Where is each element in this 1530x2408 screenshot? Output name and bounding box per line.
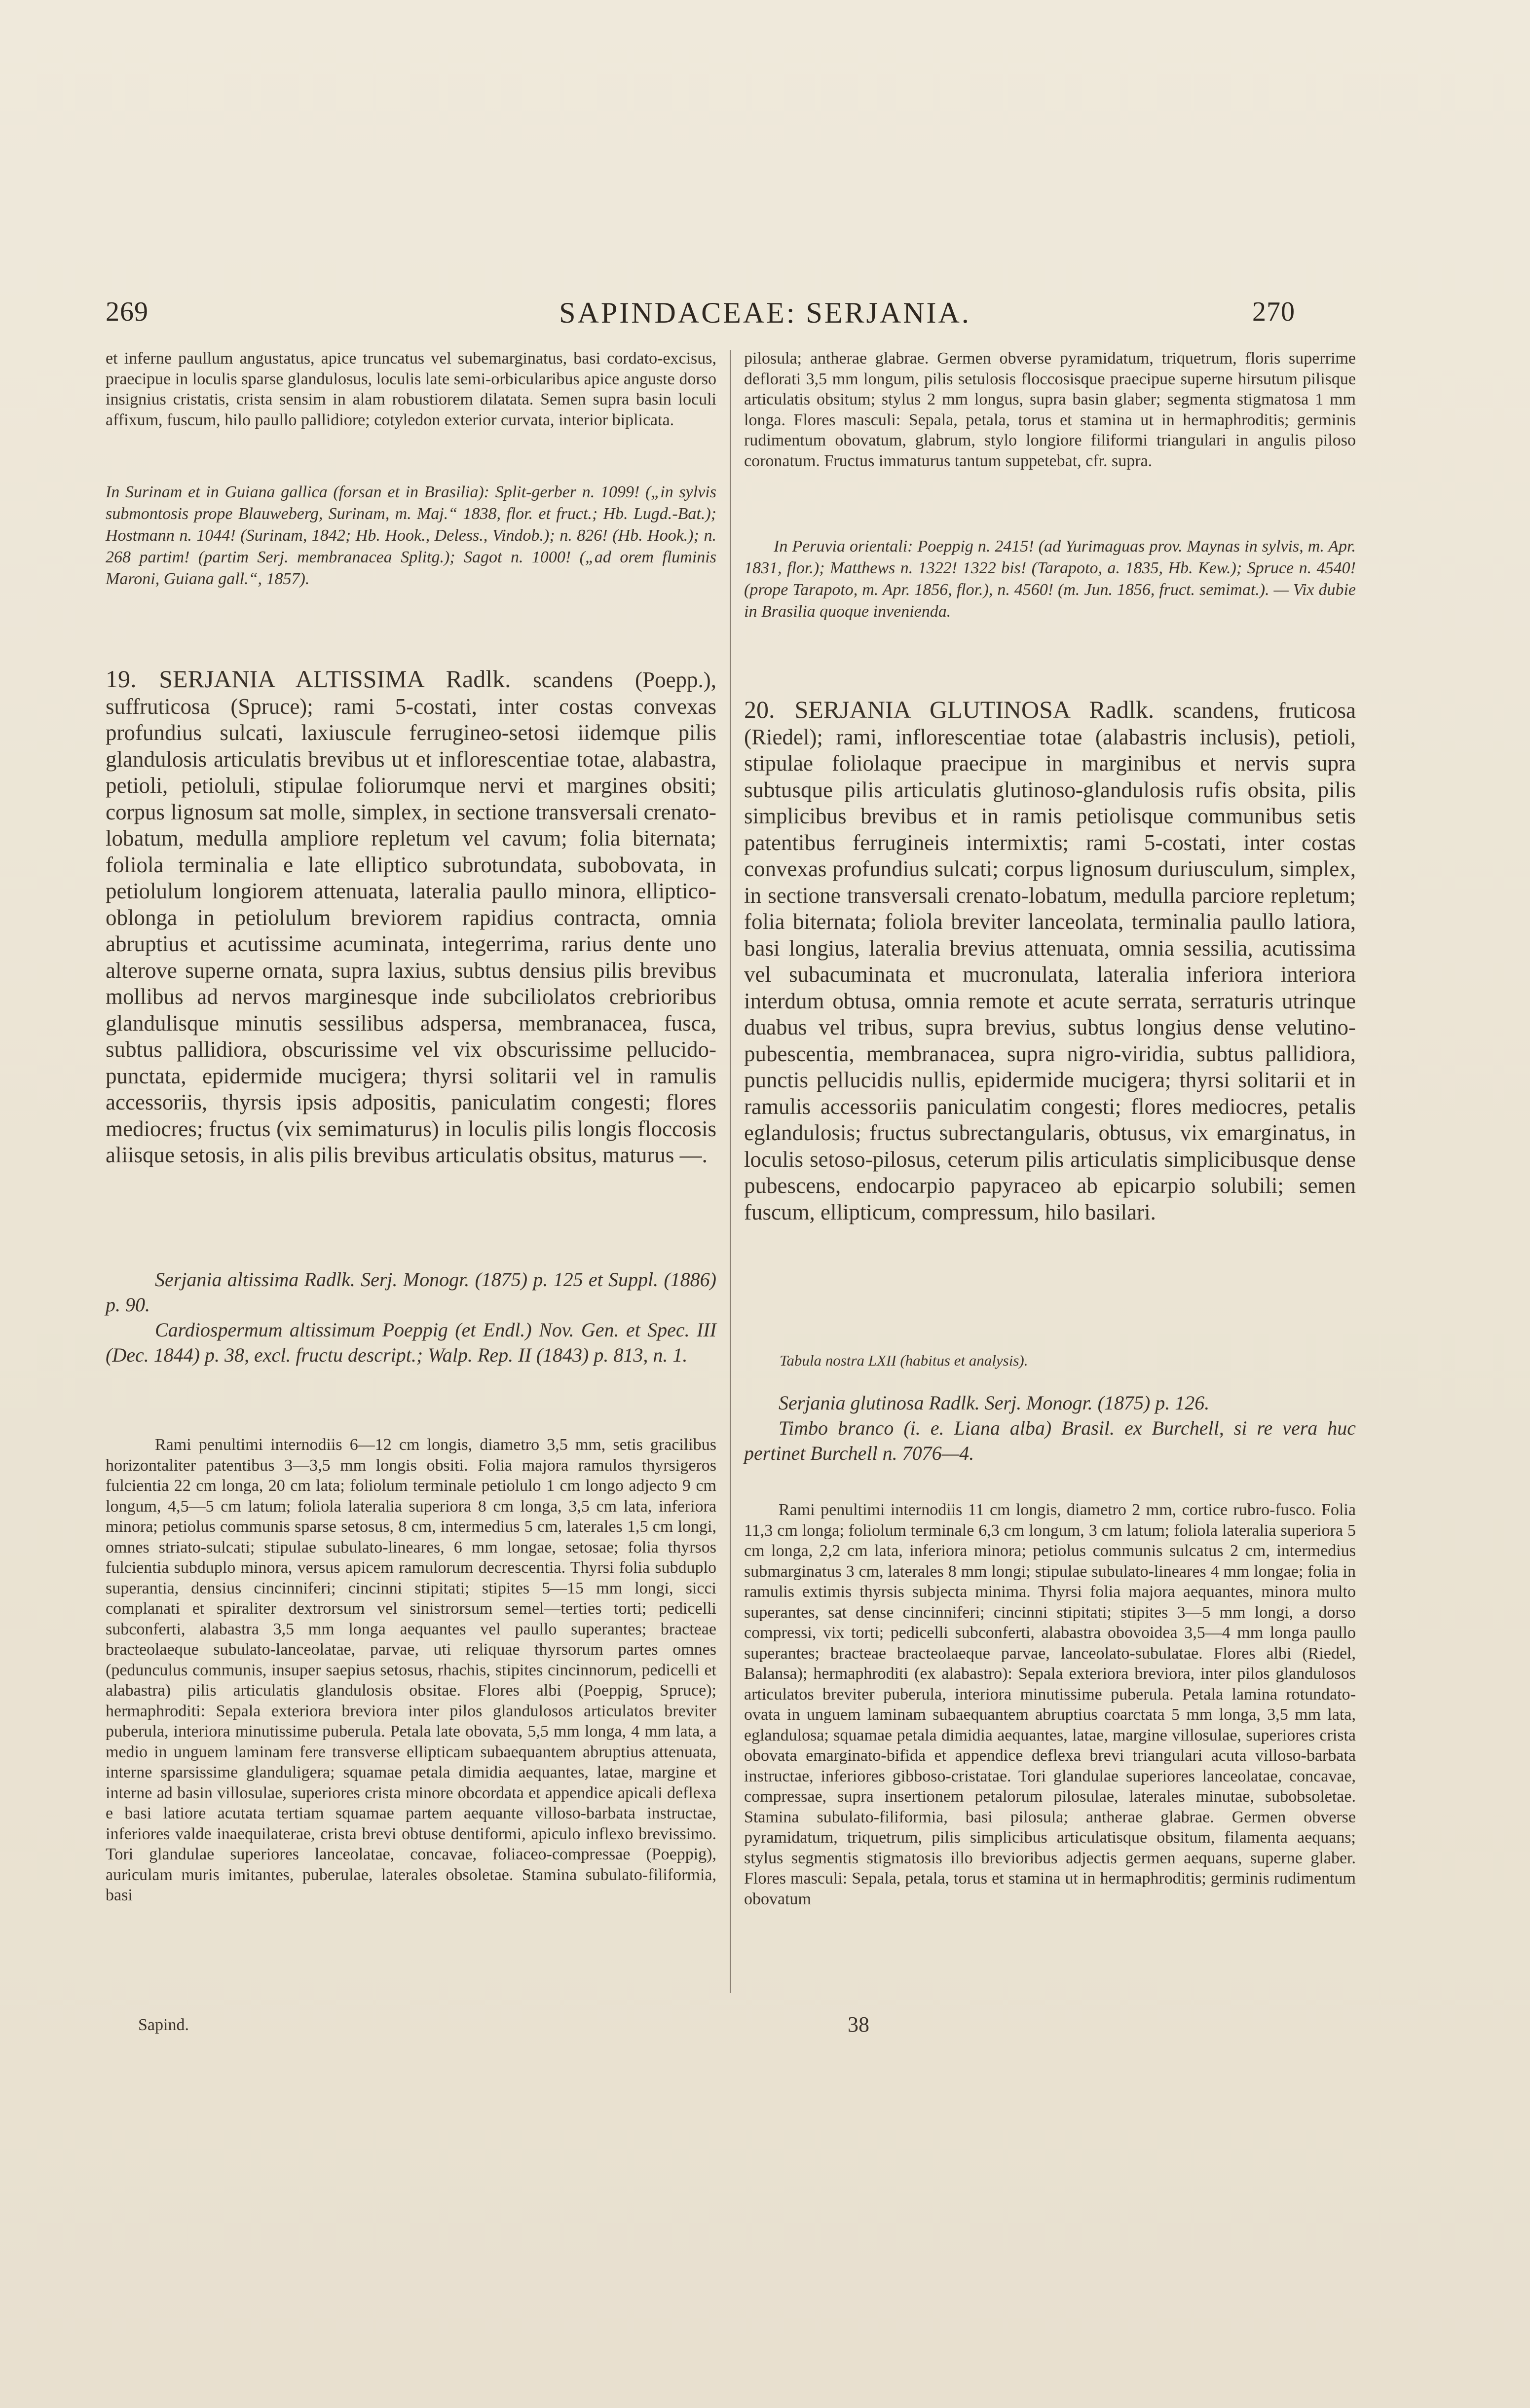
running-title: SAPINDACEAE: SERJANIA. (559, 296, 971, 329)
species-19-details (106, 1435, 716, 1906)
right-intro (744, 348, 1356, 471)
species-20-description: scandens, fruticosa (Riedel); rami, inflorescentiae totae (alabastris inclusis), petioli, stipulae foliolaque praecipue in marginibus et nervis supra subtusque pilis articulatis glutinoso-glandulosis rufis obsita, pilis simplicibus brevibus et in ramis petiolisque communibus setis patentibus ferrugineis intermixtis; rami 5-costati, inter costas convexas profundius sulcati; corpus lignosum duriusculum, simplex, in sectione transversali crenato-lobatum, medulla parciore repletum; folia biternata; foliola breviter lanceolata, terminalia paullo latiora, basi longius, lateralia brevius attenuata, omnia sessilia, acutissima vel subacuminata et mucronulata, lateralia inferiora interiora interdum obtusa, omnia remote et acute serrata, serraturis utrinque duabus vel tribus, supra brevius, subtus longius dense velutino-pubescentia, membranacea, supra nigro-viridia, subtus pallidiora, punctis pellucidis nullis, epidermide mucigera; thyrsi solitarii et in ramulis accessoriis paniculatim congesti; flores mediocres, petalis eglandulosis; fructus subrectangularis, obtusus, vix emarginatus, in loculis setoso-pilosus, ceterum pilis articulatis simplicibusque dense pubescens, endocarpio papyraceo ab epicarpio solubili; semen fuscum, ellipticum, compressum, hilo basilari. (744, 698, 1356, 1224)
left-intro-text: et inferne paullum angustatus, apice truncatus vel subemarginatus, basi cordato-excisus, praecipue in loculis sparse glandulosus, loculis late semi-orbicularibus apice anguste dorso insignius cristatis, crista sensim in alam robustiorem dilatata. Semen supra basin loculi affixum, fuscum, hilo paullo pallidiore; cotyledon exterior curvata, interior biplicata. (106, 349, 716, 429)
species-20-details-text: Rami penultimi internodiis 11 cm longis, diametro 2 mm, cortice rubro-fusco. Folia 11,3 cm longa; foliolum terminale 6,3 cm longum, 3 cm latum; foliola lateralia superiora 5 cm longa, 2,2 cm lata, inferiora minora; petiolus communis sulcatus 2 cm, intermedius submarginatus 3 cm, laterales 8 mm longi; stipulae subulato-lineares 4 mm longae; folia in ramulis extimis thyrsis subjecta minima. Thyrsi folia majora aequantes, minora multo superantes, sat dense cincinniferi; cincinni stipitati; stipites 3—5 mm longi, a dorso compressi, vix torti; pedicelli subconferti, alabastra obovoidea 3,5—4 mm longa paullo superantes; bracteae bracteolaeque parvae, lanceolato-subulatae. Flores albi (Riedel, Balansa); hermaphroditi (ex alabastro): Sepala exteriora breviora, inter pilos glandulosos articulatos breviter puberula, interiora minutissime puberula. Petala lamina rotundato-ovata in unguem laminam subaequantem abruptius coarctata 5 mm longa, 3,5 mm lata, eglandulosa; squamae petala dimidia aequantes, latae, margine villosulae, superiores crista obovata emarginato-bifida et appendice deflexa brevi triangulari acuta villoso-barbata instructae, inferiores gibboso-cristatae. Tori glandulae superiores lanceolatae, concavae, compressae, supra insertionem petalorum pilosulae, laterales minutae, subobsoletae. Stamina subulato-filiformia, basi pilosula; antherae glabrae. Germen obverse pyramidatum, triquetrum, pilis simplicibus articulatisque obsitum, filamenta aequans; stylus segmentis stigmatosis illo brevioribus adjectis germen aequans, superne glaber. Flores masculi: Sepala, petala, torus et stamina ut in hermaphroditis; germinis rudimentum obovatum (744, 1501, 1356, 1908)
left-intro (106, 348, 716, 430)
footer-signature: Sapind. (138, 2016, 189, 2034)
species-19-synonyms (106, 1267, 716, 1368)
species-20-synonyms (744, 1390, 1356, 1466)
species-20-synonym-2: Timbo branco (i. e. Liana alba) Brasil. ex Burchell, si re vera huc pertinet Burchell n. 7076—4. (744, 1417, 1356, 1464)
plate-reference: Tabula nostra LXII (habitus et analysis). (780, 1352, 1028, 1369)
left-citation-text: In Surinam et in Guiana gallica (forsan et in Brasilia): Split-gerber n. 1099! („in sylvis submontosis prope Blauweberg, Surinam, m. Maj.“ 1838, flor. et fruct.; Hb. Lugd.-Bat.); Hostmann n. 1044! (Surinam, 1842; Hb. Hook., Deless., Vindob.); n. 826! (Hb. Hook.); n. 268 partim! (partim Serj. membranacea Splitg.); Sagot n. 1000! („ad orem fluminis Maroni, Guiana gall.“, 1857). (106, 483, 716, 588)
species-20-synonym-1: Serjania glutinosa Radlk. Serj. Monogr. (1875) p. 126. (779, 1392, 1210, 1414)
species-20-details (744, 1500, 1356, 1909)
right-intro-text: pilosula; antherae glabrae. Germen obverse pyramidatum, triquetrum, floris superrime deflorati 3,5 mm longum, pilis setulosis floccosisque praecipue superne hirsutum pilisque articulatis obsitum; stylus 2 mm longus, supra basin glaber; segmenta stigmatosa 1 mm longa. Flores masculi: Sepala, petala, torus et stamina ut in hermaphroditis; germinis rudimentum obovatum, glabrum, stylo longiore filiformi triangulari in angulis piloso coronatum. Fructus immaturus tantum suppetebat, cfr. supra. (744, 349, 1356, 470)
species-20-block (744, 697, 1356, 1225)
species-19-heading: 19. SERJANIA ALTISSIMA Radlk. (106, 665, 511, 693)
page-number-right: 270 (1252, 296, 1295, 327)
species-19-details-text: Rami penultimi internodiis 6—12 cm longis, diametro 3,5 mm, setis gracilibus horizontaliter patentibus 3—3,5 mm longis obsiti. Folia majora ramulos thyrsigeros fulcientia 22 cm longa, 20 cm lata; foliolum terminale petiolulo 1 cm longo adjecto 9 cm longum, 4,5—5 cm latum; foliola lateralia superiora 8 cm longa, 3,5 cm lata, inferiora minora; petiolus communis sparse setosus, 8 cm, intermedius 5 cm, laterales 1,5 cm longi, omnes striato-sulcati; stipulae subulato-lineares, 6 mm longae, setosae; folia thyrsos fulcientia subduplo minora, versus apicem ramulorum decrescentia. Thyrsi folia subduplo superantia, densius cincinniferi; cincinni stipitati; stipites 5—15 mm longi, sicci complanati et spiraliter dextrorsum vel sinistrorsum semel—terties torti; pedicelli subconferti, alabastra 3,5 mm longa aequantes vel paullo superantes; bracteae bracteolaeque subulato-lanceolatae, parvae, uti reliquae thyrsorum partes omnes (pedunculus communis, insuper saepius setosus, rhachis, stipites cincinnorum, pedicelli et alabastra) pilis articulatis glandulosis obsitae. Flores albi (Poeppig, Spruce); hermaphroditi: Sepala exteriora breviora inter pilos glandulosos articulatos breviter puberula, interiora minutissime puberula. Petala late obovata, 5,5 mm longa, 4 mm lata, a medio in unguem laminam fere transverse ellipticam subaequantem abruptius attenuata, interne sparsissime glanduligera; squamae petala dimidia aequantes, latae, margine et interne ad basin villosulae, superiores crista minore obcordata et appendice apicali deflexa e basi latiore acutata tertiam squamae partem aequante villoso-barbata instructae, inferiores valde inaequilaterae, crista brevi obtuse dentiformi, apiculo inflexo brevissimo. Tori glandulae superiores lanceolatae, concavae, foliaceo-compressae (Poeppig), auriculam muris imitantes, puberulae, laterales obsoletae. Stamina subulato-filiformia, basi (106, 1436, 716, 1904)
footer-sheet-number: 38 (848, 2012, 869, 2037)
column-divider (730, 350, 731, 1993)
species-19-block (106, 666, 716, 1169)
left-citation (106, 482, 716, 590)
right-citation-text: In Peruvia orientali: Poeppig n. 2415! (ad Yurimaguas prov. Maynas in sylvis, m. Apr. 1831, flor.); Matthews n. 1322! 1322 bis! (Tarapoto, a. 1835, Hb. Kew.); Spruce n. 4540! (prope Tarapoto, m. Apr. 1856, flor.), n. 4560! (m. Jun. 1856, fruct. semimat.). — Vix dubie in Brasilia quoque invenienda. (744, 537, 1356, 621)
page-number-left: 269 (106, 296, 149, 327)
species-19-synonym-2: Cardiospermum altissimum Poeppig (et Endl.) Nov. Gen. et Spec. III (Dec. 1844) p. 38, excl. fructu descript.; Walp. Rep. II (1843) p. 813, n. 1. (106, 1319, 716, 1366)
species-20-heading: 20. SERJANIA GLUTINOSA Radlk. (744, 696, 1155, 723)
right-citation (744, 536, 1356, 623)
species-19-description: scandens (Poepp.), suffruticosa (Spruce); rami 5-costati, inter costas convexas profundius sulcati, laxiuscule ferrugineo-setosi iidemque pilis glandulosis articulatis brevibus ut et inflorescentiae totae, alabastra, petioli, petioluli, stipulae foliorumque nervi et margines obsiti; corpus lignosum sat molle, simplex, in sectione transversali crenato-lobatum, medulla ampliore repletum vel cavum; folia biternata; foliola terminalia e late elliptico subrotundata, subobovata, in petiolulum longiorem attenuata, lateralia paullo minora, elliptico-oblonga in petiolulum breviorem rapidius contracta, omnia abruptius et acutissime acuminata, integerrima, rarius dente uno alterove superne ornata, supra laxius, subtus densius pilis brevibus mollibus ad nervos marginesque inde subciliolatos crebrioribus glandulisque minutis sessilibus adspersa, membranacea, fusca, subtus pallidiora, obscurissime vel vix obscurissime pellucido-punctata, epidermide mucigera; thyrsi solitarii vel in ramulis accessoriis, thyrsis ipsis adpositis, paniculatim congesti; flores mediocres; fructus (vix semimaturus) in loculis pilis longis floccosis aliisque setosis, in alis pilis brevibus articulatis obsitus, maturus —. (106, 667, 717, 1167)
species-19-synonym-1: Serjania altissima Radlk. Serj. Monogr. (1875) p. 125 et Suppl. (1886) p. 90. (106, 1268, 716, 1316)
